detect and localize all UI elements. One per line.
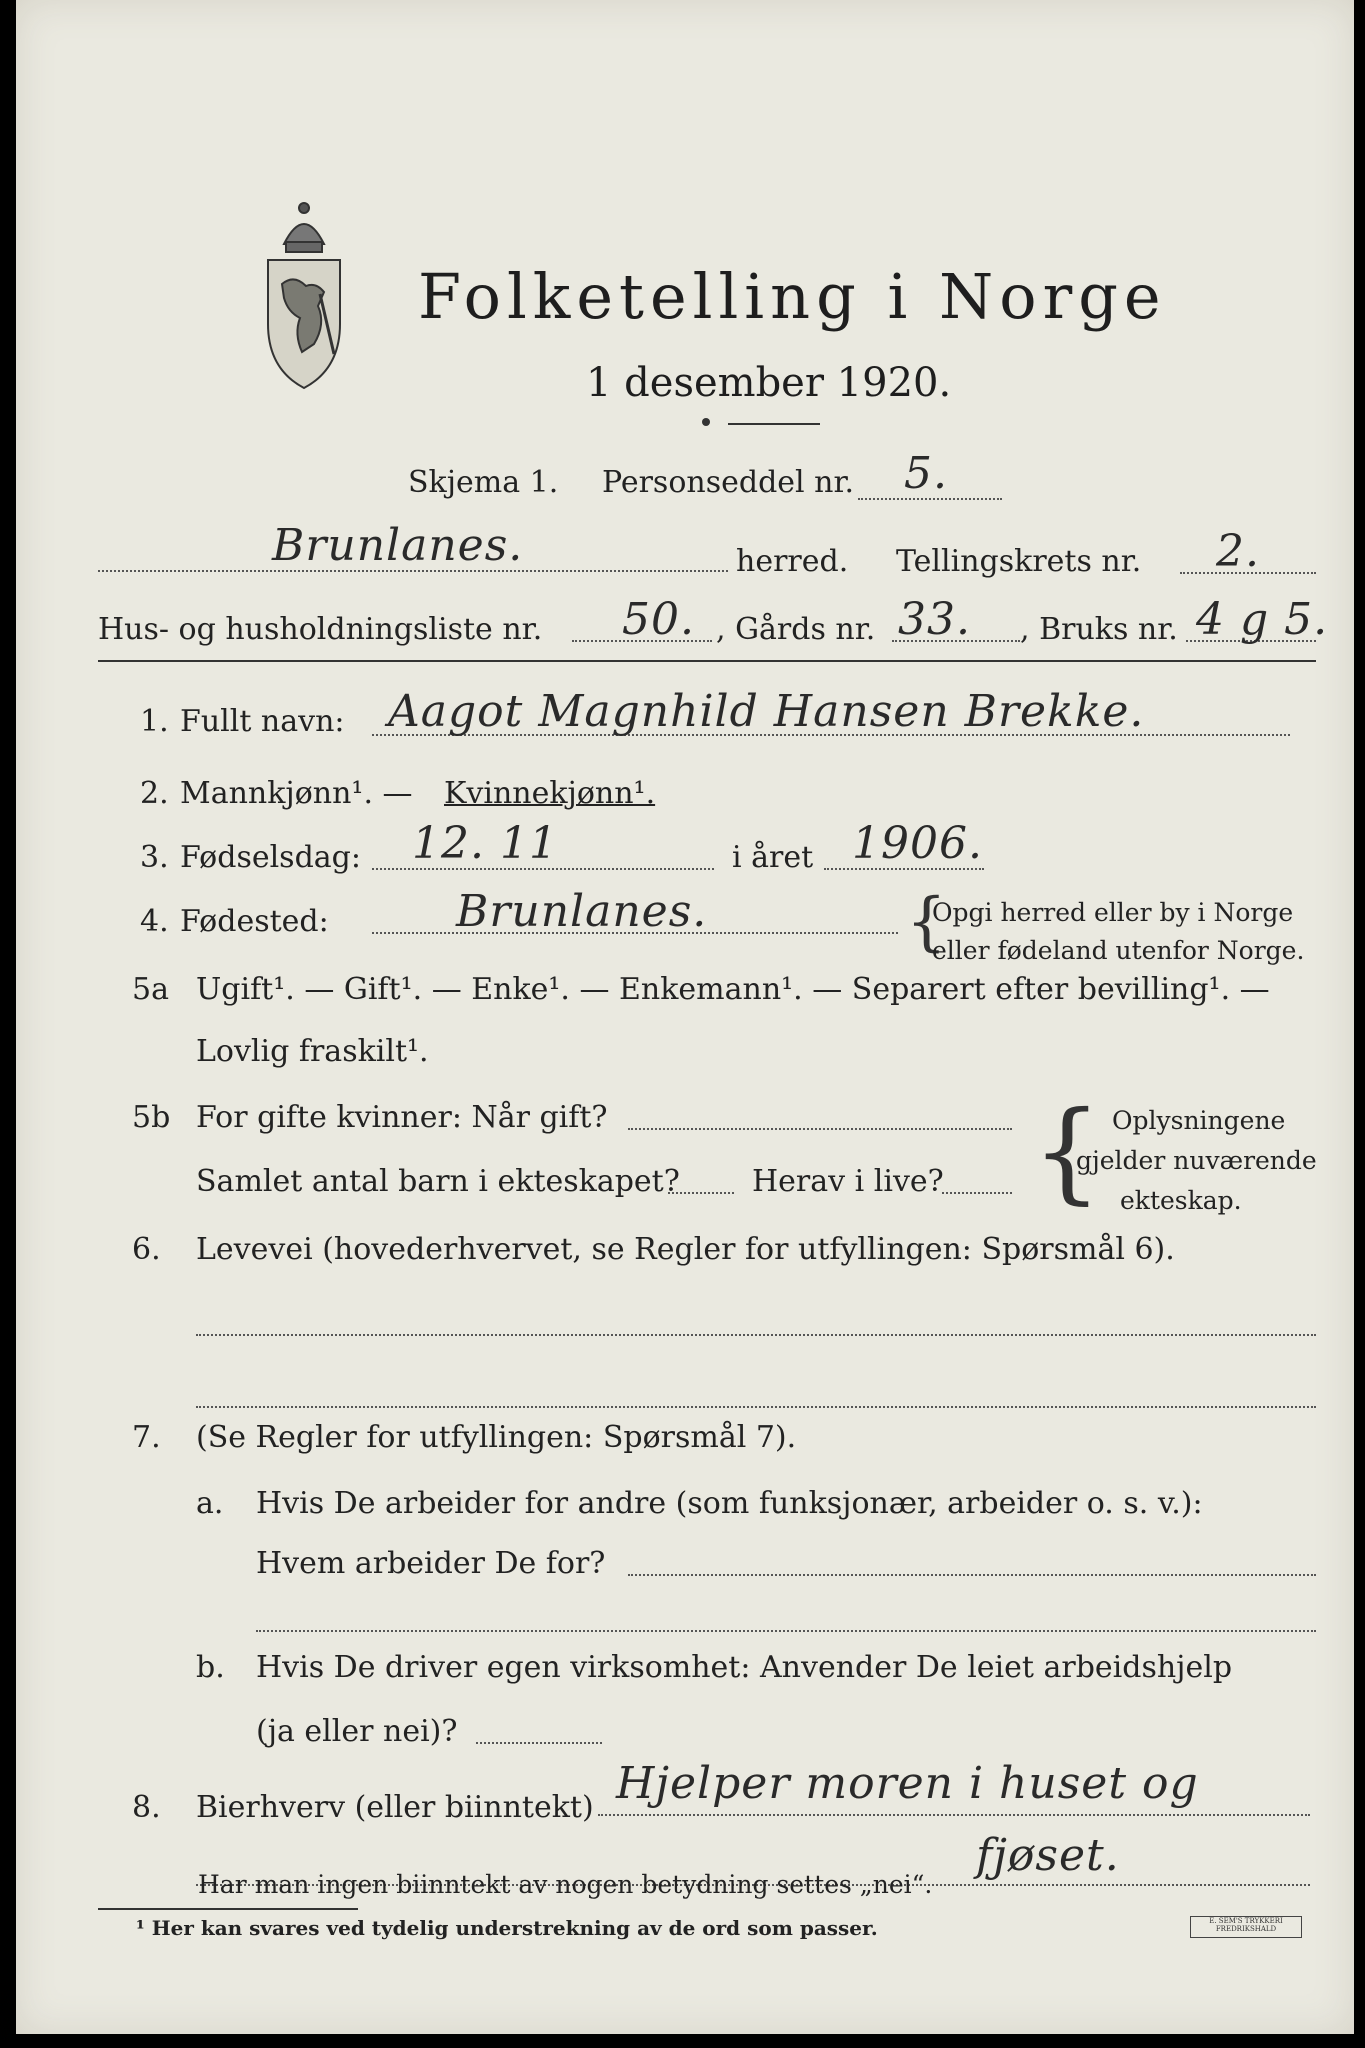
herred-label: herred. (736, 544, 849, 579)
full-name-value: Aagot Magnhild Hansen Brekke. (388, 686, 1145, 737)
q7a-number: a. (196, 1486, 224, 1521)
q4-number: 4. (140, 904, 169, 939)
married-women-label: For gifte kvinner: Når gift? (196, 1100, 608, 1135)
employer-line-2 (256, 1630, 1316, 1632)
household-list-label: Hus- og husholdningsliste nr. (98, 612, 543, 647)
q4-brace: { (906, 885, 947, 959)
marital-status-divorced: Lovlig fraskilt¹. (196, 1034, 429, 1069)
q1-label: Fullt navn: (180, 704, 345, 739)
q3-label: Fødselsdag: (180, 840, 361, 875)
occupation-line-1 (196, 1334, 1316, 1336)
bruks-label: , Bruks nr. (1020, 612, 1178, 647)
employer-dots (628, 1574, 1316, 1576)
year-label: i året (732, 840, 814, 875)
q7b-yes-no-label: (ja eller nei)? (256, 1714, 458, 1749)
children-total-label: Samlet antal barn i ekteskapet? (196, 1164, 680, 1199)
form-title: Folketelling i Norge (418, 260, 1167, 333)
q4-note-line2: eller fødeland utenfor Norge. (932, 936, 1305, 965)
divider-dot (702, 418, 710, 426)
footnote-rule (98, 1908, 358, 1910)
q5b-note-line2: gjelder nuværende (1076, 1146, 1317, 1175)
q5b-note-line1: Oplysningene (1112, 1106, 1286, 1135)
q7b-label: Hvis De driver egen virksomhet: Anvender De leiet arbeidshjelp (256, 1650, 1233, 1685)
title-divider (728, 423, 820, 425)
yes-no-dots (476, 1742, 602, 1744)
q4-label: Fødested: (180, 904, 329, 939)
q8-label: Bierhverv (eller biinntekt) (196, 1790, 594, 1825)
q1-number: 1. (140, 704, 169, 739)
q7b-number: b. (196, 1650, 225, 1685)
q5b-number: 5b (132, 1100, 171, 1135)
q7a-employer-label: Hvem arbeider De for? (256, 1546, 606, 1581)
married-when-dots (628, 1128, 1012, 1130)
female-option-underlined: Kvinnekjønn¹. (444, 776, 656, 811)
side-income-dots-1 (598, 1814, 1310, 1816)
norwegian-coat-of-arms-icon (254, 194, 354, 394)
bruks-number: 4 g 5. (1196, 594, 1329, 645)
personseddel-label: Personseddel nr. (602, 465, 855, 500)
q2-number: 2. (140, 776, 169, 811)
male-option: Mannkjønn¹. — (180, 776, 413, 811)
q5a-number: 5a (132, 972, 169, 1007)
side-income-value-1: Hjelper moren i huset og (616, 1758, 1199, 1809)
no-income-note: Har man ingen biinntekt av nogen betydning settes „nei“. (198, 1870, 933, 1899)
side-income-value-2: fjøset. (976, 1830, 1120, 1881)
q7-label: (Se Regler for utfyllingen: Spørsmål 7). (196, 1420, 797, 1455)
birthday-value: 12. 11 (412, 818, 558, 869)
marital-status-options: Ugift¹. — Gift¹. — Enke¹. — Enkemann¹. — Separert efter bevilling¹. — (196, 972, 1270, 1007)
printer-stamp: E. SEM'S TRYKKERI FREDRIKSHALD (1190, 1916, 1302, 1938)
q3-number: 3. (140, 840, 169, 875)
footnote: ¹ Her kan svares ved tydelig understrekning av de ord som passer. (136, 1916, 878, 1940)
personseddel-number: 5. (904, 448, 948, 499)
tellingskrets-number: 2. (1216, 526, 1260, 577)
birthplace-value: Brunlanes. (456, 886, 708, 937)
q5b-brace: { (1032, 1087, 1102, 1215)
gards-number: 33. (898, 594, 971, 645)
header-separator (98, 660, 1316, 662)
tellingskrets-label: Tellingskrets nr. (896, 544, 1142, 579)
q8-number: 8. (132, 1790, 161, 1825)
schema-label: Skjema 1. (408, 465, 559, 500)
q7a-label: Hvis De arbeider for andre (som funksjonær, arbeider o. s. v.): (256, 1486, 1203, 1521)
household-number: 50. (622, 594, 695, 645)
census-form-page (16, 0, 1354, 2034)
q5b-note-line3: ekteskap. (1120, 1186, 1242, 1215)
q4-note-line1: Opgi herred eller by i Norge (932, 898, 1294, 927)
children-alive-label: Herav i live? (752, 1164, 944, 1199)
q7-number: 7. (132, 1420, 161, 1455)
children-alive-dots (942, 1192, 1012, 1194)
children-total-dots (668, 1192, 734, 1194)
q6-number: 6. (132, 1232, 161, 1267)
q6-label: Levevei (hovederhvervet, se Regler for utfyllingen: Spørsmål 6). (196, 1232, 1175, 1267)
gards-label: , Gårds nr. (716, 612, 876, 647)
occupation-line-2 (196, 1406, 1316, 1408)
census-date: 1 desember 1920. (586, 360, 952, 406)
birth-year-value: 1906. (852, 818, 983, 869)
herred-value: Brunlanes. (272, 520, 524, 571)
